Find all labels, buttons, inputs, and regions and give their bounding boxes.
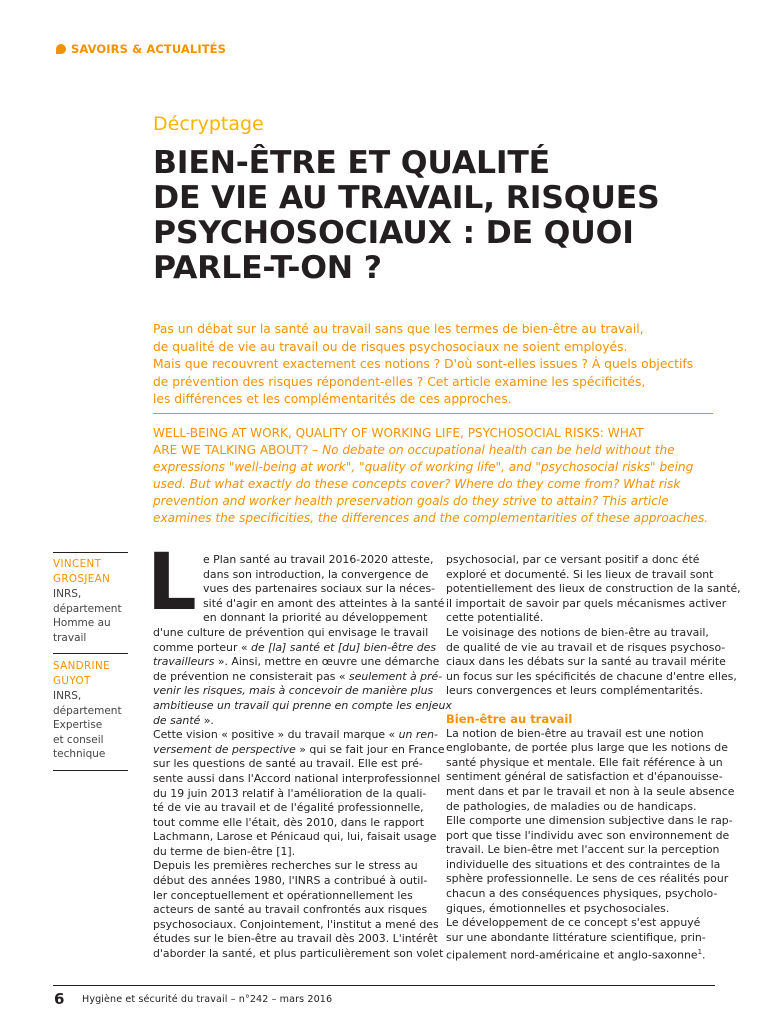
body-line: englobante, de portée plus large que les notions de xyxy=(446,741,728,755)
english-abstract xyxy=(153,425,713,528)
body-line: port que tisse l'individu avec son environnement de xyxy=(446,828,730,842)
affiliation-line: département xyxy=(53,704,122,717)
body-line: du terme de bien-être [1]. xyxy=(153,844,296,858)
section-label: SAVOIRS & ACTUALITÉS xyxy=(71,42,226,56)
body-line: chacun a des conséquences physiques, psycholo- xyxy=(446,887,718,901)
body-line: Le voisinage des notions de bien-être au travail, xyxy=(446,625,709,639)
quote-text: seulement à pré- xyxy=(349,669,443,683)
quote-text: travailleurs xyxy=(153,655,215,669)
body-line: d'aborder la santé, et plus particulièrement son volet xyxy=(153,947,444,961)
body-line: acteurs de santé au travail confrontés aux risques xyxy=(153,903,428,917)
affiliation-line: INRS, xyxy=(53,588,82,600)
body-line: Le développement de ce concept s'est appuyé xyxy=(446,916,701,930)
lead-divider xyxy=(153,413,713,414)
body-text: comme porteur « xyxy=(153,640,252,654)
body-line: d'une culture de prévention qui envisage le travail xyxy=(153,625,429,639)
body-text: . xyxy=(702,949,706,963)
body-line: tout comme elle l'était, dès 2010, dans le rapport xyxy=(153,815,424,829)
body-line xyxy=(153,728,438,743)
body-text: » qui se fait jour en France xyxy=(295,742,445,756)
body-column-left xyxy=(153,553,452,962)
author-name-line: GUYOT xyxy=(53,674,91,687)
body-line: il importait de savoir par quels mécanismes activer xyxy=(446,596,727,610)
body-text: Cette vision « positive » du travail marque « xyxy=(153,728,399,742)
body-line: de pathologies, de maladies ou de handicaps. xyxy=(446,799,697,813)
affiliation-line: département xyxy=(53,602,122,615)
body-line: en donnant la priorité au développement xyxy=(203,611,428,625)
quote-text: de santé xyxy=(153,713,201,727)
body-line: sphère professionnelle. Le sens de ces réalités pour xyxy=(446,872,729,886)
affiliation-line: Homme au xyxy=(53,617,111,629)
title-line: PARLE-T-ON ? xyxy=(153,250,382,286)
author-name-line: VINCENT xyxy=(53,558,102,570)
footer-publication: Hygiène et sécurité du travail – n°242 – mars 2016 xyxy=(82,994,333,1005)
affiliation-line: Expertise xyxy=(53,719,103,731)
quote-text: de [la] santé et [du] bien-être des xyxy=(251,640,437,654)
body-line: té de vie au travail et de l'égalité professionnelle, xyxy=(153,801,424,815)
body-line xyxy=(153,714,419,729)
section-bullet-icon xyxy=(56,44,66,54)
body-line: sité d'agir en amont des atteintes à la santé xyxy=(203,596,445,610)
body-line: ciaux dans les débats sur la santé au travail mérite xyxy=(446,655,726,669)
body-line: Lachmann, Larose et Pénicaud qui, lui, faisait usage xyxy=(153,830,437,844)
lead-line: de prévention des risques répondent-elles ? Cet article examine les spécificités, xyxy=(153,374,646,389)
body-line: e Plan santé au travail 2016-2020 atteste, xyxy=(203,553,434,566)
affiliation-line: technique xyxy=(53,748,106,760)
affiliation-line: et conseil xyxy=(53,733,104,746)
body-line: de qualité de vie au travail et de risques psychoso- xyxy=(446,640,726,654)
lead-line: Mais que recouvrent exactement ces notions ? D'où sont-elles issues ? À quels objectifs xyxy=(153,357,694,371)
body-text: cipalement nord-américaine et anglo-saxonne xyxy=(446,949,698,963)
body-line: potentiellement des lieux de construction de la santé, xyxy=(446,582,741,596)
abstract-line: expressions "well-being at work", "quality of working life", and "psychosocial risks" being xyxy=(153,460,694,475)
title-line: DE VIE AU TRAVAIL, RISQUES xyxy=(153,180,660,216)
author-name xyxy=(53,557,110,586)
body-line: leurs convergences et leurs complémentarités. xyxy=(446,684,703,698)
body-text: ». xyxy=(200,713,214,727)
title-line: BIEN-ÊTRE ET QUALITÉ xyxy=(153,145,550,181)
author-divider xyxy=(53,770,128,771)
body-line: études sur le bien-être au travail dès 2003. L'intérêt xyxy=(153,932,438,946)
author-divider xyxy=(53,552,128,553)
body-line: début des années 1980, l'INRS a contribué à outil- xyxy=(153,874,428,888)
abstract-line: used. But what exactly do these concepts cover? Where do they come from? What risk xyxy=(153,477,681,492)
abstract-text: No debate on occupational health can be held without the xyxy=(322,443,675,458)
body-line: cette potentialité. xyxy=(446,611,544,625)
lead-line: les différences et les complémentarités de ces approches. xyxy=(153,392,512,406)
affiliation-line: INRS, xyxy=(53,690,82,702)
abstract-line: prevention and worker health preservation goals do they strive to attain? This article xyxy=(153,494,669,509)
author-name xyxy=(53,659,110,688)
body-line: un focus sur les spécificités de chacune d'entre elles, xyxy=(446,669,737,683)
title-line: PSYCHOSOCIAUX : DE QUOI xyxy=(153,215,634,251)
body-line: venir les risques, mais à concevoir de manière plus xyxy=(153,684,434,698)
body-line: santé physique et mentale. Elle fait référence à un xyxy=(446,755,723,769)
body-column-right xyxy=(446,553,741,963)
body-line: sur les questions de santé au travail. Elle est pré- xyxy=(153,757,423,771)
body-line: sur une abondante littérature scientifique, prin- xyxy=(446,930,706,944)
body-line: psychosocial, par ce versant positif a donc été xyxy=(446,553,700,566)
abstract-line: examines the specificities, the differences and the complementarities of these approaches. xyxy=(153,511,709,526)
lead-line: Pas un débat sur la santé au travail sans que les termes de bien-être au travail, xyxy=(153,322,644,336)
body-line: giques, émotionnelles et psychosociales. xyxy=(446,901,670,915)
lead-line: de qualité de vie au travail ou de risques psychosociaux ne soient employés. xyxy=(153,339,628,354)
abstract-title-end: ARE WE TALKING ABOUT? – xyxy=(153,443,323,458)
article-kicker: Décryptage xyxy=(153,113,264,135)
author-name-line: SANDRINE xyxy=(53,660,111,672)
drop-cap: L xyxy=(147,538,197,628)
section-subheading: Bien-être au travail xyxy=(446,711,573,726)
author-name-line: GROSJEAN xyxy=(53,572,111,585)
abstract-title-line: WELL-BEING AT WORK, QUALITY OF WORKING LIFE, PSYCHOSOCIAL RISKS: WHAT xyxy=(153,426,644,440)
body-line xyxy=(153,742,445,758)
footnote-ref: 1 xyxy=(697,948,703,957)
quote-text: un ren- xyxy=(398,728,438,742)
body-line: ment dans et par le travail et non à la seule absence xyxy=(446,784,735,798)
footer-divider xyxy=(53,985,715,986)
section-header xyxy=(56,42,226,56)
author-affiliation xyxy=(53,587,122,645)
body-line xyxy=(153,669,443,685)
body-line: ambitieuse un travail qui prenne en compte les enjeux xyxy=(153,698,452,712)
author-affiliation xyxy=(53,689,122,762)
body-text: ». Ainsi, mettre en œuvre une démarche xyxy=(214,655,440,669)
body-line: sente aussi dans l'Accord national interprofessionnel xyxy=(153,771,441,785)
body-line: sentiment général de satisfaction et d'épanouisse- xyxy=(446,770,723,784)
body-line xyxy=(153,655,440,670)
body-line xyxy=(153,640,437,656)
abstract-line xyxy=(153,442,713,459)
body-line: ler conceptuellement et opérationnellement les xyxy=(153,888,413,902)
body-line: individuelle des situations et des contraintes de la xyxy=(446,857,721,871)
body-line: psychosociaux. Conjointement, l'institut a mené des xyxy=(153,917,439,931)
lead-paragraph xyxy=(153,321,713,409)
body-line: La notion de bien-être au travail est une notion xyxy=(446,726,704,740)
article-title xyxy=(153,146,693,286)
quote-text: versement de perspective xyxy=(153,742,296,756)
body-text: de prévention ne consisterait pas « xyxy=(153,669,350,683)
affiliation-line: travail xyxy=(53,631,87,644)
body-line: Depuis les premières recherches sur le stress au xyxy=(153,859,418,873)
page-number: 6 xyxy=(54,990,65,1008)
body-line xyxy=(446,945,714,963)
body-line: vues des partenaires sociaux sur la néces- xyxy=(203,582,436,596)
body-line: exploré et documenté. Si les lieux de travail sont xyxy=(446,567,714,581)
body-line: Elle comporte une dimension subjective dans le rap- xyxy=(446,814,733,828)
author-divider xyxy=(53,653,128,654)
body-line: dans son introduction, la convergence de xyxy=(203,567,429,581)
body-line: du 19 juin 2013 relatif à l'amélioration de la quali- xyxy=(153,786,427,800)
body-line: travail. Le bien-être met l'accent sur la perception xyxy=(446,843,720,857)
